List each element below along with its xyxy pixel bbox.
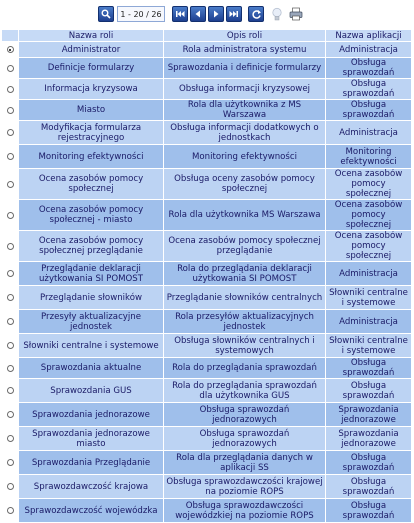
row-select-cell [2,379,19,403]
application-name-cell: Obsługa sprawozdań [326,358,412,379]
row-radio[interactable] [7,294,14,301]
lightbulb-icon[interactable] [269,6,285,22]
role-description-cell: Rola dla użytkownika MS Warszawa [164,200,326,231]
role-description-cell: Obsługa sprawozdawczości krajowej na poziomie ROPS [164,475,326,499]
header-select [2,30,19,42]
role-name-cell: Ocena zasobów pomocy społecznej - miasto [19,200,164,231]
application-name-cell: Obsługa sprawozdań [326,499,412,523]
application-name-cell: Administracja [326,42,412,58]
table-row[interactable] [2,100,412,121]
row-radio[interactable] [7,483,14,490]
table-row[interactable] [2,262,412,286]
table-row[interactable] [2,200,412,231]
role-name-cell: Miasto [19,100,164,121]
last-page-icon[interactable] [226,6,242,22]
role-name-cell: Przesyły aktualizacyjne jednostek [19,310,164,334]
row-select-cell [2,358,19,379]
header-application-name[interactable]: Nazwa aplikacji [326,30,412,42]
role-description-cell: Rola dla użytkownika z MS Warszawa [164,100,326,121]
row-select-cell [2,403,19,427]
application-name-cell: Monitoring efektywności [326,145,412,169]
row-radio[interactable] [7,342,14,349]
row-radio[interactable] [7,435,14,442]
role-description-cell: Obsługa słowników centralnych i systemowych [164,334,326,358]
row-radio[interactable] [7,507,14,514]
next-page-icon[interactable] [208,6,224,22]
application-name-cell: Sprawozdania jednorazowe [326,427,412,451]
row-radio[interactable] [7,459,14,466]
role-description-cell: Rola do przeglądania deklaracji użytkowania SI POMOST [164,262,326,286]
page-counter: 1 - 20 / 26 [117,6,165,22]
row-select-cell [2,200,19,231]
row-select-cell [2,499,19,523]
application-name-cell: Obsługa sprawozdań [326,451,412,475]
row-select-cell [2,451,19,475]
role-description-cell: Obsługa sprawozdań jednorazowych [164,427,326,451]
row-select-cell [2,262,19,286]
row-radio[interactable] [7,181,14,188]
role-name-cell: Sprawozdania GUS [19,379,164,403]
row-select-cell [2,58,19,79]
table-row[interactable] [2,334,412,358]
role-name-cell: Informacja kryzysowa [19,79,164,100]
application-name-cell: Obsługa sprawozdań [326,475,412,499]
application-name-cell: Słowniki centralne i systemowe [326,286,412,310]
row-radio[interactable] [7,365,14,372]
application-name-cell: Ocena zasobów pomocy społecznej [326,200,412,231]
role-description-cell: Obsługa informacji kryzysowej [164,79,326,100]
role-name-cell: Definicje formularzy [19,58,164,79]
role-description-cell: Przeglądanie słowników centralnych [164,286,326,310]
table-row[interactable] [2,79,412,100]
row-select-cell [2,475,19,499]
table-row[interactable] [2,42,412,58]
row-radio[interactable] [7,65,14,72]
role-description-cell: Obsługa oceny zasobów pomocy społecznej [164,169,326,200]
print-icon[interactable] [288,6,304,22]
role-name-cell: Sprawozdawczość wojewódzka [19,499,164,523]
row-select-cell [2,145,19,169]
role-description-cell: Sprawozdania i definicje formularzy [164,58,326,79]
row-select-cell [2,169,19,200]
row-select-cell [2,100,19,121]
role-name-cell: Sprawozdania Przeglądanie [19,451,164,475]
row-select-cell [2,231,19,262]
row-radio[interactable] [7,86,14,93]
role-name-cell: Sprawozdania aktualne [19,358,164,379]
role-name-cell: Administrator [19,42,164,58]
application-name-cell: Obsługa sprawozdań [326,100,412,121]
application-name-cell: Ocena zasobów pomocy społecznej [326,169,412,200]
prev-page-icon[interactable] [190,6,206,22]
first-page-icon[interactable] [172,6,188,22]
role-name-cell: Sprawozdawczość krajowa [19,475,164,499]
row-radio[interactable] [7,107,14,114]
role-description-cell: Ocena zasobów pomocy społecznej przeglądanie [164,231,326,262]
table-row[interactable] [2,403,412,427]
row-radio[interactable] [7,212,14,219]
toolbar [0,0,414,30]
table-row[interactable] [2,475,412,499]
role-description-cell: Obsługa sprawozdań jednorazowych [164,403,326,427]
row-select-cell [2,334,19,358]
application-name-cell: Obsługa sprawozdań [326,379,412,403]
table-row[interactable] [2,379,412,403]
application-name-cell: Administracja [326,310,412,334]
table-row[interactable] [2,427,412,451]
row-radio[interactable] [7,243,14,250]
row-radio[interactable] [7,46,14,53]
role-name-cell: Sprawozdania jednorazowe miasto [19,427,164,451]
row-select-cell [2,427,19,451]
row-select-cell [2,42,19,58]
application-name-cell: Ocena zasobów pomocy społecznej [326,231,412,262]
row-radio[interactable] [7,318,14,325]
roles-table [2,30,412,523]
role-name-cell: Sprawozdania jednorazowe [19,403,164,427]
application-name-cell: Słowniki centralne i systemowe [326,334,412,358]
table-row[interactable] [2,145,412,169]
role-name-cell: Ocena zasobów pomocy społecznej przeglądanie [19,231,164,262]
application-name-cell: Administracja [326,121,412,145]
application-name-cell: Obsługa sprawozdań [326,79,412,100]
role-description-cell: Obsługa sprawozdawczości wojewódzkiej na poziomie ROPS [164,499,326,523]
role-description-cell: Rola do przeglądania sprawozdań dla użytkownika GUS [164,379,326,403]
row-radio[interactable] [7,411,14,418]
table-body [2,42,412,523]
role-description-cell: Rola do przeglądania sprawozdań [164,358,326,379]
table-row[interactable] [2,499,412,523]
application-name-cell: Sprawozdania jednorazowe [326,403,412,427]
role-description-cell: Rola przesyłów aktualizacyjnych jednostek [164,310,326,334]
row-radio[interactable] [7,387,14,394]
row-select-cell [2,121,19,145]
role-name-cell: Słowniki centralne i systemowe [19,334,164,358]
table-row[interactable] [2,169,412,200]
role-description-cell: Rola dla przeglądania danych w aplikacji SS [164,451,326,475]
role-description-cell: Obsługa informacji dodatkowych o jednostkach [164,121,326,145]
row-radio[interactable] [7,270,14,277]
table-row[interactable] [2,358,412,379]
application-name-cell: Obsługa sprawozdań [326,58,412,79]
application-name-cell: Administracja [326,262,412,286]
row-select-cell [2,286,19,310]
role-description-cell: Rola administratora systemu [164,42,326,58]
role-description-cell: Monitoring efektywności [164,145,326,169]
row-radio[interactable] [7,153,14,160]
role-name-cell: Modyfikacja formularza rejestracyjnego [19,121,164,145]
role-name-cell: Przeglądanie deklaracji użytkowania SI POMOST [19,262,164,286]
table-row[interactable] [2,451,412,475]
role-name-cell: Przeglądanie słowników [19,286,164,310]
table-row[interactable] [2,121,412,145]
role-name-cell: Monitoring efektywności [19,145,164,169]
table-header [2,30,412,42]
row-radio[interactable] [7,129,14,136]
row-select-cell [2,310,19,334]
refresh-icon[interactable] [248,6,264,22]
table-row[interactable] [2,231,412,262]
search-icon[interactable] [98,6,114,22]
table-row[interactable] [2,310,412,334]
row-select-cell [2,79,19,100]
header-role-name[interactable]: Nazwa roli [19,30,164,42]
header-role-description[interactable]: Opis roli [164,30,326,42]
role-name-cell: Ocena zasobów pomocy społecznej [19,169,164,200]
table-row[interactable] [2,286,412,310]
table-row[interactable] [2,58,412,79]
